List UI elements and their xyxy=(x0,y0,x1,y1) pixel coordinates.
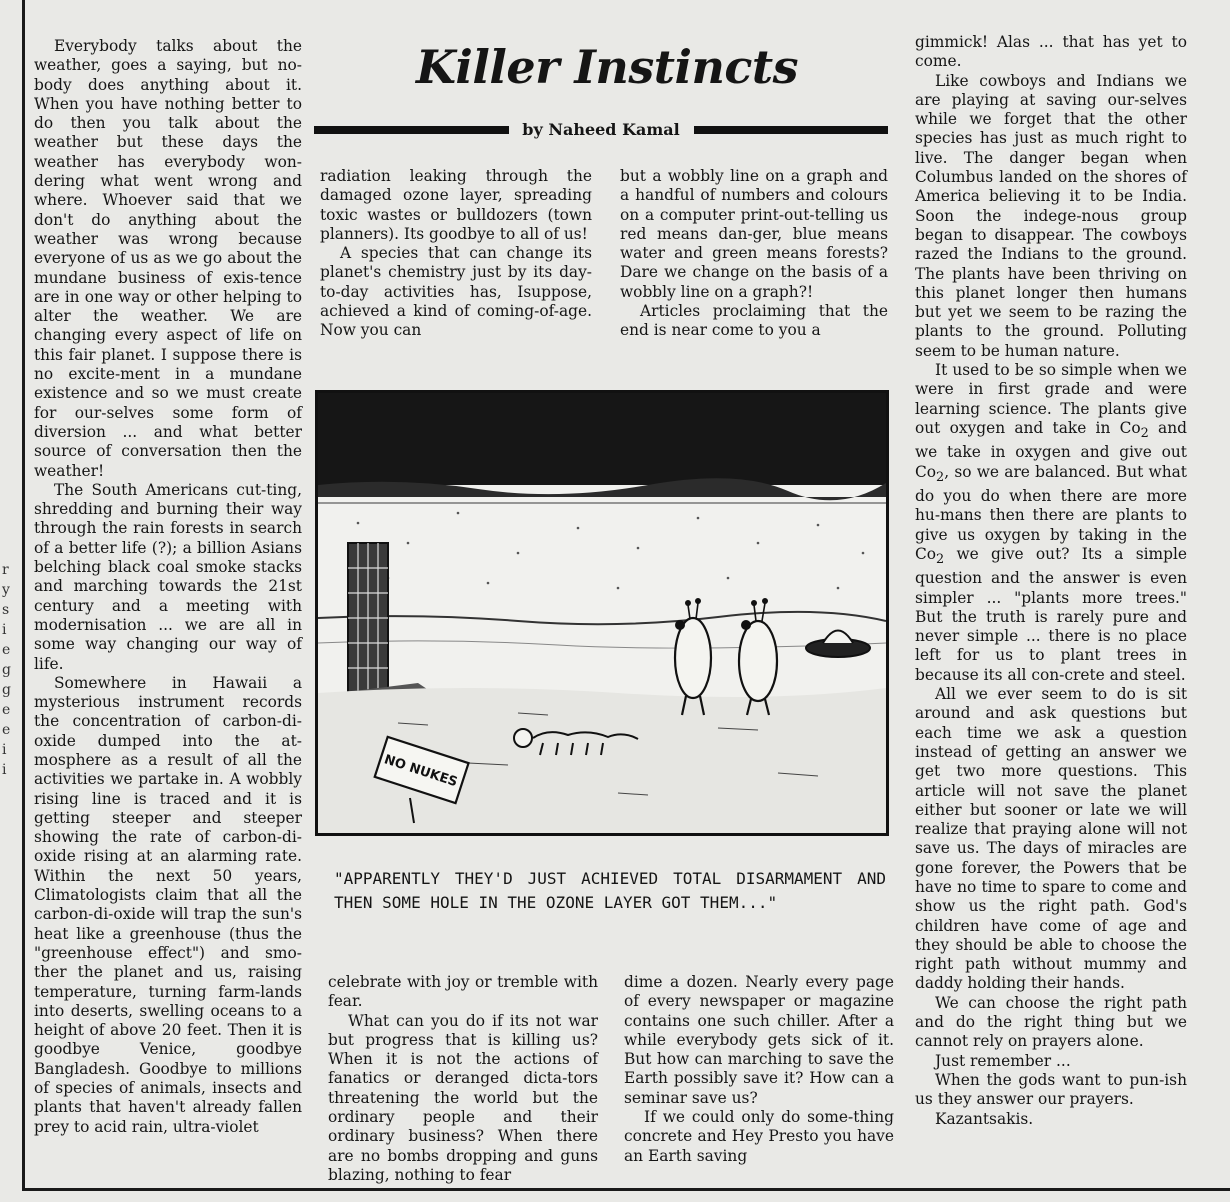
edge-letter: r xyxy=(2,562,9,578)
paragraph: A species that can change its planet's chemistry just by its day-to-day activities has, Isuppose, achieved a kind of coming-of-age. Now you can xyxy=(320,244,592,340)
paragraph: If we could only do some-thing concrete and Hey Presto you have an Earth saving xyxy=(624,1108,894,1165)
quote-attribution: Kazantsakis. xyxy=(935,1109,1034,1128)
paragraph-co2 xyxy=(915,361,1187,685)
paragraph: The South Americans cut-ting, shredding and burning their way through the rain forests in search of a better life (?); a billion Asians belching black coal smoke stacks and marching towards the 21st century and a meeting with modernisation ... we are all in some way changing our way of life. xyxy=(34,480,302,673)
subscript: 2 xyxy=(936,469,945,485)
text-run: we give out? Its a simple question and the answer is even simpler ... "plants more trees." But the truth is rarely pure and never simple ... there is no place left for us to plant trees in because its all con-crete and steel. xyxy=(915,544,1187,684)
paragraph: Everybody talks about the weather, goes a saying, but no-body does anything about it. When you have nothing better to do then you talk about the weather but these days the weather has everybody won-dering what went wrong and where. Whoever said that we don't do anything about the weather was wrong because everyone of us as we go about the mundane business of exis-tence are in one way or other helping to alter the weather. We are changing every aspect of life on this fair planet. I suppose there is no excite-ment in a mundane existence and so we must create for our-selves some form of diversion ... and what better source of conversation then the weather! xyxy=(34,37,302,480)
text-run: and we take in oxygen and give out Co xyxy=(915,418,1187,481)
paragraph: Articles proclaiming that the end is near come to you a xyxy=(620,302,888,340)
paragraph: Like cowboys and Indians we are playing at saving our-selves while we forget that the other species has just as much right to live. The danger began when Columbus landed on the shores of America believing it to be India. Soon the indege-nous group began to disappear. The cowboys razed the Indians to the ground. The plants have been thriving on this planet longer then humans but yet we seem to be razing the plants to the ground. Polluting seem to be human nature. xyxy=(915,71,1187,360)
article-column-2-bottom xyxy=(328,973,598,1185)
paragraph: Just remember ... xyxy=(935,1051,1071,1070)
left-column-rule xyxy=(22,0,25,1190)
subscript: 2 xyxy=(1140,426,1149,442)
edge-letter: i xyxy=(2,762,7,778)
edge-letter: e xyxy=(2,642,11,658)
edge-letter: i xyxy=(2,742,7,758)
edge-letter: g xyxy=(2,662,11,678)
paragraph: All we ever seem to do is sit around and ask questions but each time we ask a question instead of getting an answer we get two more questions. This article will not save the planet either but sooner or late we will realize that praying alone will not save us. The days of miracles are gone forever, the Powers that be have no time to spare to come and show us the right path. God's children have come of age and they should be able to choose the right path without mummy and daddy holding their hands. xyxy=(915,685,1187,993)
article-column-1 xyxy=(34,37,302,1137)
edge-letter: e xyxy=(2,702,11,718)
paragraph: gimmick! Alas ... that has yet to come. xyxy=(915,33,1187,71)
article-column-2-top xyxy=(320,167,592,341)
edge-letter: y xyxy=(2,582,10,598)
paragraph: but a wobbly line on a graph and a handful of numbers and colours on a computer print-out-telling us red means dan-ger, blue means water and green means forests? Dare we change on the basis of a wobbly line on a graph?! xyxy=(620,167,888,301)
no-nukes-sign-text: NO NUKES xyxy=(382,752,460,791)
edge-letter: s xyxy=(2,602,10,618)
adjacent-column-fragment xyxy=(2,560,18,780)
paragraph: When the gods want to pun-ish us they answer our prayers. xyxy=(915,1070,1187,1109)
text-run: , so we are balanced. But what do you do when there are more hu-mans then there are plants to give us oxygen by taking in the Co xyxy=(915,462,1187,563)
text-run: It used to be so simple when we were in first grade and were learning science. The plants give out oxygen and take in Co xyxy=(915,361,1187,437)
edge-letter: e xyxy=(2,722,11,738)
cartoon-caption: "APPARENTLY THEY'D JUST ACHIEVED TOTAL DISARMAMENT AND THEN SOME HOLE IN THE OZONE LAYER GOT THEM..." xyxy=(334,869,896,912)
byline xyxy=(314,121,888,141)
edge-letter: i xyxy=(2,622,7,638)
cartoon-illustration xyxy=(315,390,889,836)
bottom-rule xyxy=(22,1188,1230,1191)
paragraph: We can choose the right path and do the right thing but we cannot rely on prayers alone. xyxy=(915,993,1187,1051)
article-headline: Killer Instincts xyxy=(415,40,799,94)
paragraph: What can you do if its not war but progress that is killing us? When it is not the actions of fanatics or deranged dicta-tors threatening the world but the ordinary people and their ordinary business? When there are no bombs dropping and guns blazing, nothing to fear xyxy=(328,1011,598,1184)
byline-text: by Naheed Kamal xyxy=(522,120,680,139)
subscript: 2 xyxy=(936,551,945,567)
article-column-3-top xyxy=(620,167,888,341)
article-column-4 xyxy=(915,33,1187,1129)
cartoon-drawing xyxy=(318,393,886,833)
paragraph: radiation leaking through the damaged ozone layer, spreading toxic wastes or bulldozers (town planners). Its goodbye to all of us! xyxy=(320,167,592,243)
paragraph: celebrate with joy or tremble with fear. xyxy=(328,973,598,1011)
paragraph: dime a dozen. Nearly every page of every newspaper or magazine contains one such chiller. After a while everybody gets sick of it. But how can marching to save the Earth possibly save it? How can a seminar save us? xyxy=(624,973,894,1107)
article-column-3-bottom xyxy=(624,973,894,1166)
paragraph: Somewhere in Hawaii a mysterious instrument records the concentration of carbon-di-oxide dumped into the at-mosphere as a result of all the activities we partake in. A wobbly rising line is traced and it is getting steeper and steeper showing the rate of carbon-di-oxide rising at an alarming rate. Within the next 50 years, Climatologists claim that all the carbon-di-oxide will trap the sun's heat like a greenhouse (thus the "greenhouse effect") and smo-ther the planet and us, raising temperature, turning farm-lands into deserts, swelling oceans to a height of above 20 feet. Then it is goodbye Venice, goodbye Bangladesh. Goodbye to millions of species of animals, insects and plants that haven't already fallen prey to acid rain, ultra-violet xyxy=(34,673,302,1136)
edge-letter: g xyxy=(2,682,11,698)
